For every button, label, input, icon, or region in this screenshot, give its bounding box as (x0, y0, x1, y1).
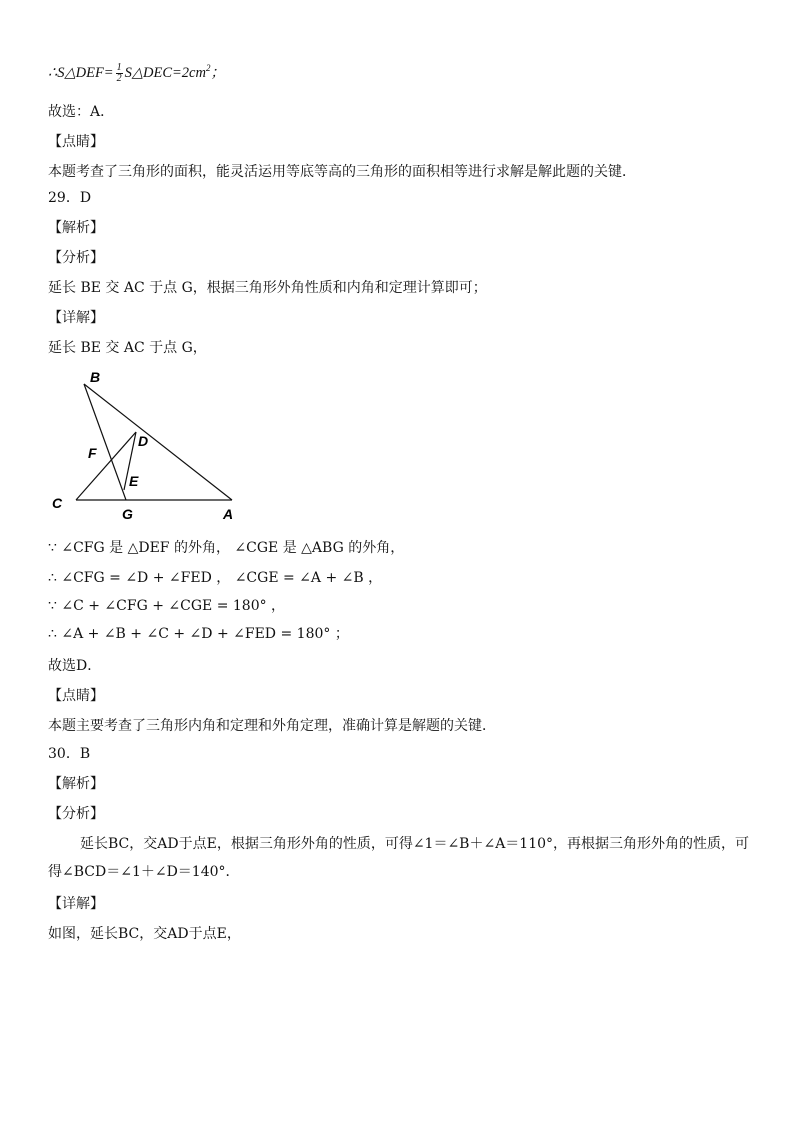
label-C: C (52, 495, 63, 511)
proof-line-1: ∵ ∠CFG 是 △DEF 的外角， ∠CGE 是 △ABG 的外角， (48, 540, 405, 556)
section-fenxi-29: 【分析】 (48, 250, 104, 266)
answer-29: 故选D． (48, 658, 102, 674)
label-D: D (138, 433, 149, 449)
answer-28: 故选：A． (48, 104, 115, 120)
proof-line-4: ∴ ∠A + ∠B + ∠C + ∠D + ∠FED = 180° ； (48, 626, 349, 642)
section-detail-30: 【详解】 (48, 896, 104, 912)
section-comment-29: 【点睛】 (48, 688, 104, 704)
label-B: B (90, 369, 101, 385)
proof-line-3: ∵ ∠C + ∠CFG + ∠CGE = 180° ， (48, 598, 286, 614)
section-analysis-29: 【解析】 (48, 220, 104, 236)
label-G: G (122, 506, 133, 522)
fraction-half: $\frac{1}{2}$ (116, 62, 122, 84)
segment-BA (84, 384, 232, 500)
detail-text-29: 延长 BE 交 AC 于点 G， (48, 340, 207, 356)
question-29-answer: 29．D (48, 190, 92, 206)
area-conclusion-line: ∴S△DEF= $\frac{1}{2}$ $S\triangle DEC=2cm^2$； (48, 62, 225, 84)
analysis-text-29: 延长 BE 交 AC 于点 G，根据三角形外角性质和内角和定理计算即可； (48, 280, 487, 296)
question-30-answer: 30．B (48, 746, 91, 762)
comment-text-29: 本题主要考查了三角形内角和定理和外角定理，准确计算是解题的关键． (48, 718, 496, 734)
label-A: A (223, 506, 234, 522)
analysis-text-30-a: 延长BC，交AD于点E，根据三角形外角的性质，可得∠1＝∠B＋∠A＝110°，再根据三角形外角的性质，可 (80, 836, 750, 852)
section-fenxi-30: 【分析】 (48, 806, 104, 822)
label-F: F (88, 445, 97, 461)
comment-text-28: 本题考查了三角形的面积，能灵活运用等底等高的三角形的面积相等进行求解是解此题的关键． (48, 164, 636, 180)
segment-BG (84, 384, 126, 500)
analysis-text-30-b: 得∠BCD＝∠1＋∠D＝140°． (48, 864, 240, 880)
proof-line-2: ∴ ∠CFG = ∠D + ∠FED ， ∠CGE = ∠A + ∠B ， (48, 570, 383, 586)
section-detail-29: 【详解】 (48, 310, 104, 326)
segment-CD (76, 432, 136, 500)
section-comment-28: 【点睛】 (48, 134, 104, 150)
detail-text-30: 如图，延长BC，交AD于点E， (48, 926, 241, 942)
triangle-figure (40, 362, 260, 527)
label-E: E (129, 473, 139, 489)
section-analysis-30: 【解析】 (48, 776, 104, 792)
